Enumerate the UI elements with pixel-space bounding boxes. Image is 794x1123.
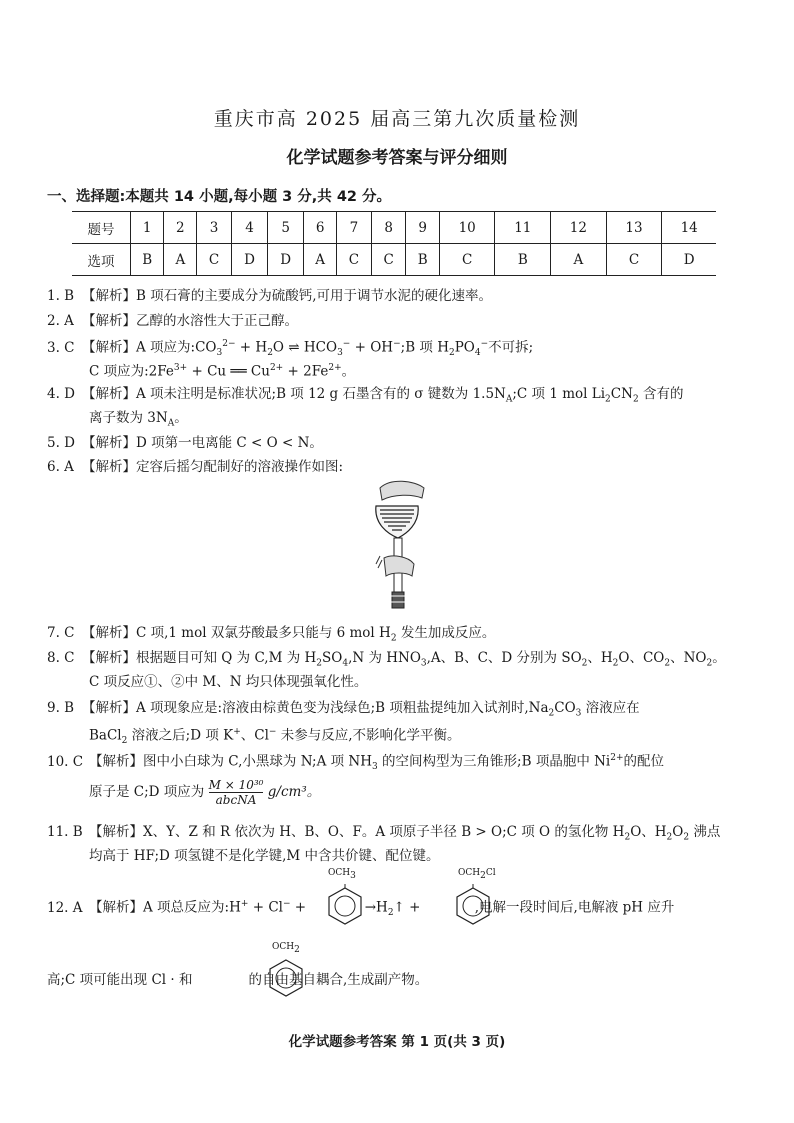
fraction-denominator: abcNA [209, 792, 264, 807]
table-cell: D [268, 244, 304, 276]
item-number: 2. A [47, 313, 74, 329]
label-text: Cl [485, 868, 496, 878]
answer-item-12-line2 [47, 970, 757, 990]
explanation-part: 高;C 项可能出现 Cl · 和 [47, 972, 193, 988]
subscript: 3 [350, 870, 356, 881]
explanation-part: O、CO [618, 650, 665, 666]
table-cell: 3 [197, 212, 232, 244]
explanation-part: C 项应为:2Fe [89, 363, 174, 380]
superscript: 3+ [173, 363, 188, 373]
table-cell: D [662, 244, 716, 276]
table-cell: 8 [371, 212, 406, 244]
explanation-part: + 2Fe [283, 363, 329, 380]
explanation-part: 、H [587, 650, 613, 666]
explanation-part: 。 [174, 410, 188, 426]
table-cell: C [337, 244, 372, 276]
table-cell: A [551, 244, 607, 276]
explanation-part: 。 [341, 363, 356, 380]
explanation-part: O [672, 824, 684, 840]
answer-item-9 [47, 698, 757, 724]
row-label: 题号 [72, 212, 131, 244]
table-cell: 9 [406, 212, 439, 244]
explanation-part: 【解析】X、Y、Z 和 R 依次为 H、B、O、F。A 项原子半径 B > O;C 项 O 的氢化物 H [89, 824, 625, 840]
subscript: 3 [216, 348, 223, 359]
subscript: 2 [612, 658, 619, 669]
answer-item-4 [47, 384, 757, 410]
answer-item-10 [47, 748, 757, 777]
label-text: OCH [458, 868, 481, 878]
item-explanation: 【解析】B 项石膏的主要成分为硫酸钙,可用于调节水泥的硬化速率。 [82, 288, 493, 304]
explanation-part: SO [322, 650, 343, 666]
explanation-part: 均高于 HF;D 项氢键不是化学键,M 中含共价键、配位键。 [89, 848, 440, 864]
explanation-part: 溶液应在 [581, 700, 640, 716]
explanation-part: 含有的 [638, 386, 684, 402]
answer-item-10-line2 [47, 778, 794, 807]
subscript: 2 [294, 944, 300, 955]
table-cell: 4 [231, 212, 267, 244]
explanation-part: 不可拆; [488, 339, 534, 356]
explanation-part: + Cl [248, 899, 283, 916]
subscript: 3 [575, 708, 582, 719]
explanation-part: BaCl [89, 727, 122, 744]
explanation-part: CO [554, 700, 576, 716]
explanation-part: 【解析】A 项应为:CO [82, 339, 217, 356]
substituent-label [328, 868, 356, 881]
answer-item-5 [47, 433, 757, 453]
subscript: 2 [390, 633, 397, 644]
subscript: 2 [267, 348, 273, 359]
subscript: 3 [337, 348, 343, 359]
page-footer: 化学试题参考答案 第 1 页(共 3 页) [288, 1034, 506, 1050]
table-cell: C [371, 244, 406, 276]
subscript: 3 [372, 762, 378, 773]
table-cell: 14 [662, 212, 716, 244]
subscript: 2 [605, 394, 611, 405]
fraction-numerator: M × 10³⁰ [208, 778, 264, 792]
explanation-part: 【解析】C 项,1 mol 双氯芬酸最多只能与 6 mol H [82, 625, 391, 641]
density-fraction [209, 778, 264, 807]
subscript: 2 [480, 870, 486, 881]
answer-row [72, 244, 716, 276]
explanation-part: + Cu ══ Cu [187, 363, 270, 380]
item-number: 8. C [47, 650, 75, 666]
explanation-part: 【解析】A 项现象应是:溶液由棕黄色变为浅绿色;B 项粗盐提纯加入试剂时,Na [82, 700, 549, 716]
answer-item-2 [47, 311, 757, 331]
table-cell: D [231, 244, 267, 276]
explanation-part: 的空间构型为三角锥形;B 项晶胞中 Ni [377, 753, 611, 770]
answer-item-12 [47, 894, 757, 923]
explanation-part: ;B 项 H [400, 339, 449, 356]
explanation-part: + H [235, 339, 268, 356]
explanation-part: + [290, 899, 311, 916]
table-cell: 6 [304, 212, 337, 244]
explanation-part: 【解析】根据题目可知 Q 为 C,M 为 H [82, 650, 317, 666]
table-cell: B [495, 244, 551, 276]
superscript: 2+ [328, 363, 342, 373]
subscript: 2 [316, 658, 322, 669]
item-number: 1. B [47, 288, 75, 304]
explanation-part: 、Cl [240, 727, 269, 744]
subscript: 3 [420, 658, 427, 669]
explanation-part: 【解析】图中小白球为 C,小黑球为 N;A 项 NH [89, 753, 373, 770]
subscript: A [167, 418, 175, 429]
item-number: 11. B [47, 824, 83, 840]
table-cell: B [131, 244, 164, 276]
superscript: 2− [222, 339, 236, 349]
superscript: + [240, 899, 249, 909]
explanation-part: 的自由基自耦合,生成副产物。 [248, 972, 429, 988]
answer-item-8 [47, 648, 757, 674]
table-cell: 10 [439, 212, 495, 244]
superscript: − [282, 899, 291, 909]
table-cell: 1 [131, 212, 164, 244]
substituent-label [458, 868, 496, 881]
row-label: 选项 [87, 253, 115, 270]
table-cell: C [606, 244, 662, 276]
answer-item-9-line2 [47, 722, 794, 751]
table-cell: 5 [268, 212, 304, 244]
explanation-part: + OH [350, 339, 394, 356]
explanation-part: PO [454, 339, 475, 356]
explanation-part: ,电解一段时间后,电解液 pH 应升 [474, 899, 675, 916]
answer-item-6 [47, 457, 757, 477]
explanation-part: ↑ + [393, 899, 425, 916]
item-number: 9. B [47, 700, 75, 716]
item-number: 7. C [47, 625, 75, 641]
subscript: 2 [387, 908, 394, 919]
subscript: 2 [448, 348, 455, 359]
label-text: OCH [328, 868, 351, 878]
section-heading: 一、选择题:本题共 14 小题,每小题 3 分,共 42 分。 [47, 189, 392, 205]
superscript: − [268, 727, 277, 737]
table-cell: C [439, 244, 495, 276]
item-number: 12. A [47, 899, 83, 916]
answer-item-11-line2 [47, 846, 794, 866]
answer-item-3-line2 [47, 358, 794, 382]
subscript: 4 [474, 348, 481, 359]
item-explanation: 【解析】D 项第一电离能 C < O < N。 [82, 435, 323, 451]
explanation-part: ,N 为 HNO [348, 650, 421, 666]
benzene-ring-icon [451, 884, 495, 928]
answer-item-7 [47, 623, 757, 649]
label-text: OCH [272, 942, 295, 952]
explanation-part: 。 [712, 650, 726, 666]
explanation-part: 发生加成反应。 [396, 625, 496, 641]
question-number-row [72, 212, 716, 244]
subscript: 2 [632, 394, 639, 405]
subscript: 2 [664, 658, 671, 669]
answer-table [72, 211, 716, 276]
explanation-part: ;C 项 1 mol Li [512, 386, 606, 402]
explanation-part: →H [360, 899, 388, 916]
explanation-part: 【解析】A 项未注明是标准状况;B 项 12 g 石墨含有的 σ 键数为 1.5N [82, 386, 506, 402]
item-number: 4. D [47, 386, 75, 402]
volumetric-flask-illustration [362, 476, 432, 616]
superscript: 2+ [269, 363, 284, 373]
explanation-part: 【解析】A 项总反应为:H [89, 899, 241, 916]
table-cell: A [164, 244, 197, 276]
subscript: 2 [706, 658, 713, 669]
subscript: 2 [666, 832, 673, 843]
explanation-part: 溶液之后;D 项 K [127, 727, 234, 744]
subscript: 4 [342, 658, 349, 669]
subscript: 2 [624, 832, 631, 843]
explanation-part: 未参与反应,不影响化学平衡。 [276, 727, 461, 744]
item-explanation: 【解析】乙醇的水溶性大于正己醇。 [82, 313, 298, 329]
item-explanation: 【解析】定容后摇匀配制好的溶液操作如图: [82, 459, 344, 475]
answer-item-11 [47, 822, 757, 848]
superscript: 2+ [610, 753, 624, 763]
benzene-ring-icon [323, 884, 367, 928]
page-subtitle: 化学试题参考答案与评分细则 [286, 148, 508, 168]
table-cell: 12 [551, 212, 607, 244]
explanation-part: 的配位 [623, 753, 665, 770]
subscript: 2 [121, 736, 128, 747]
explanation-part: CN [610, 386, 633, 402]
answer-item-1 [47, 286, 757, 306]
explanation-part: g/cm³。 [267, 784, 321, 800]
explanation-part: C 项反应①、②中 M、N 均只体现强氧化性。 [89, 674, 368, 690]
explanation-part: 离子数为 3N [89, 410, 168, 426]
explanation-part: 、NO [670, 650, 707, 666]
table-cell: A [304, 244, 337, 276]
subscript: 2 [683, 832, 690, 843]
superscript: − [342, 339, 351, 349]
table-cell: 2 [164, 212, 197, 244]
table-cell: 7 [337, 212, 372, 244]
answer-item-8-line2 [47, 672, 794, 692]
superscript: − [480, 339, 489, 349]
explanation-part: O、H [630, 824, 667, 840]
explanation-part: ,A、B、C、D 分别为 SO [426, 650, 582, 666]
subscript: 2 [581, 658, 588, 669]
item-number: 10. C [47, 753, 84, 770]
explanation-part: 原子是 C;D 项应为 [89, 784, 205, 800]
superscript: + [233, 727, 241, 737]
table-cell: 11 [495, 212, 551, 244]
subscript: 2 [548, 708, 555, 719]
item-number: 3. C [47, 339, 75, 356]
answer-item-4-line2 [47, 408, 794, 434]
superscript: − [393, 339, 401, 349]
page-title: 重庆市高 2025 届高三第九次质量检测 [213, 108, 581, 130]
radical-label [272, 942, 300, 955]
table-cell: C [197, 244, 232, 276]
table-cell: B [406, 244, 439, 276]
subscript: A [505, 394, 513, 405]
item-number: 6. A [47, 459, 74, 475]
table-cell: 13 [606, 212, 662, 244]
item-number: 5. D [47, 435, 75, 451]
explanation-part: 沸点 [689, 824, 721, 840]
explanation-part: O ⇌ HCO [272, 339, 338, 356]
